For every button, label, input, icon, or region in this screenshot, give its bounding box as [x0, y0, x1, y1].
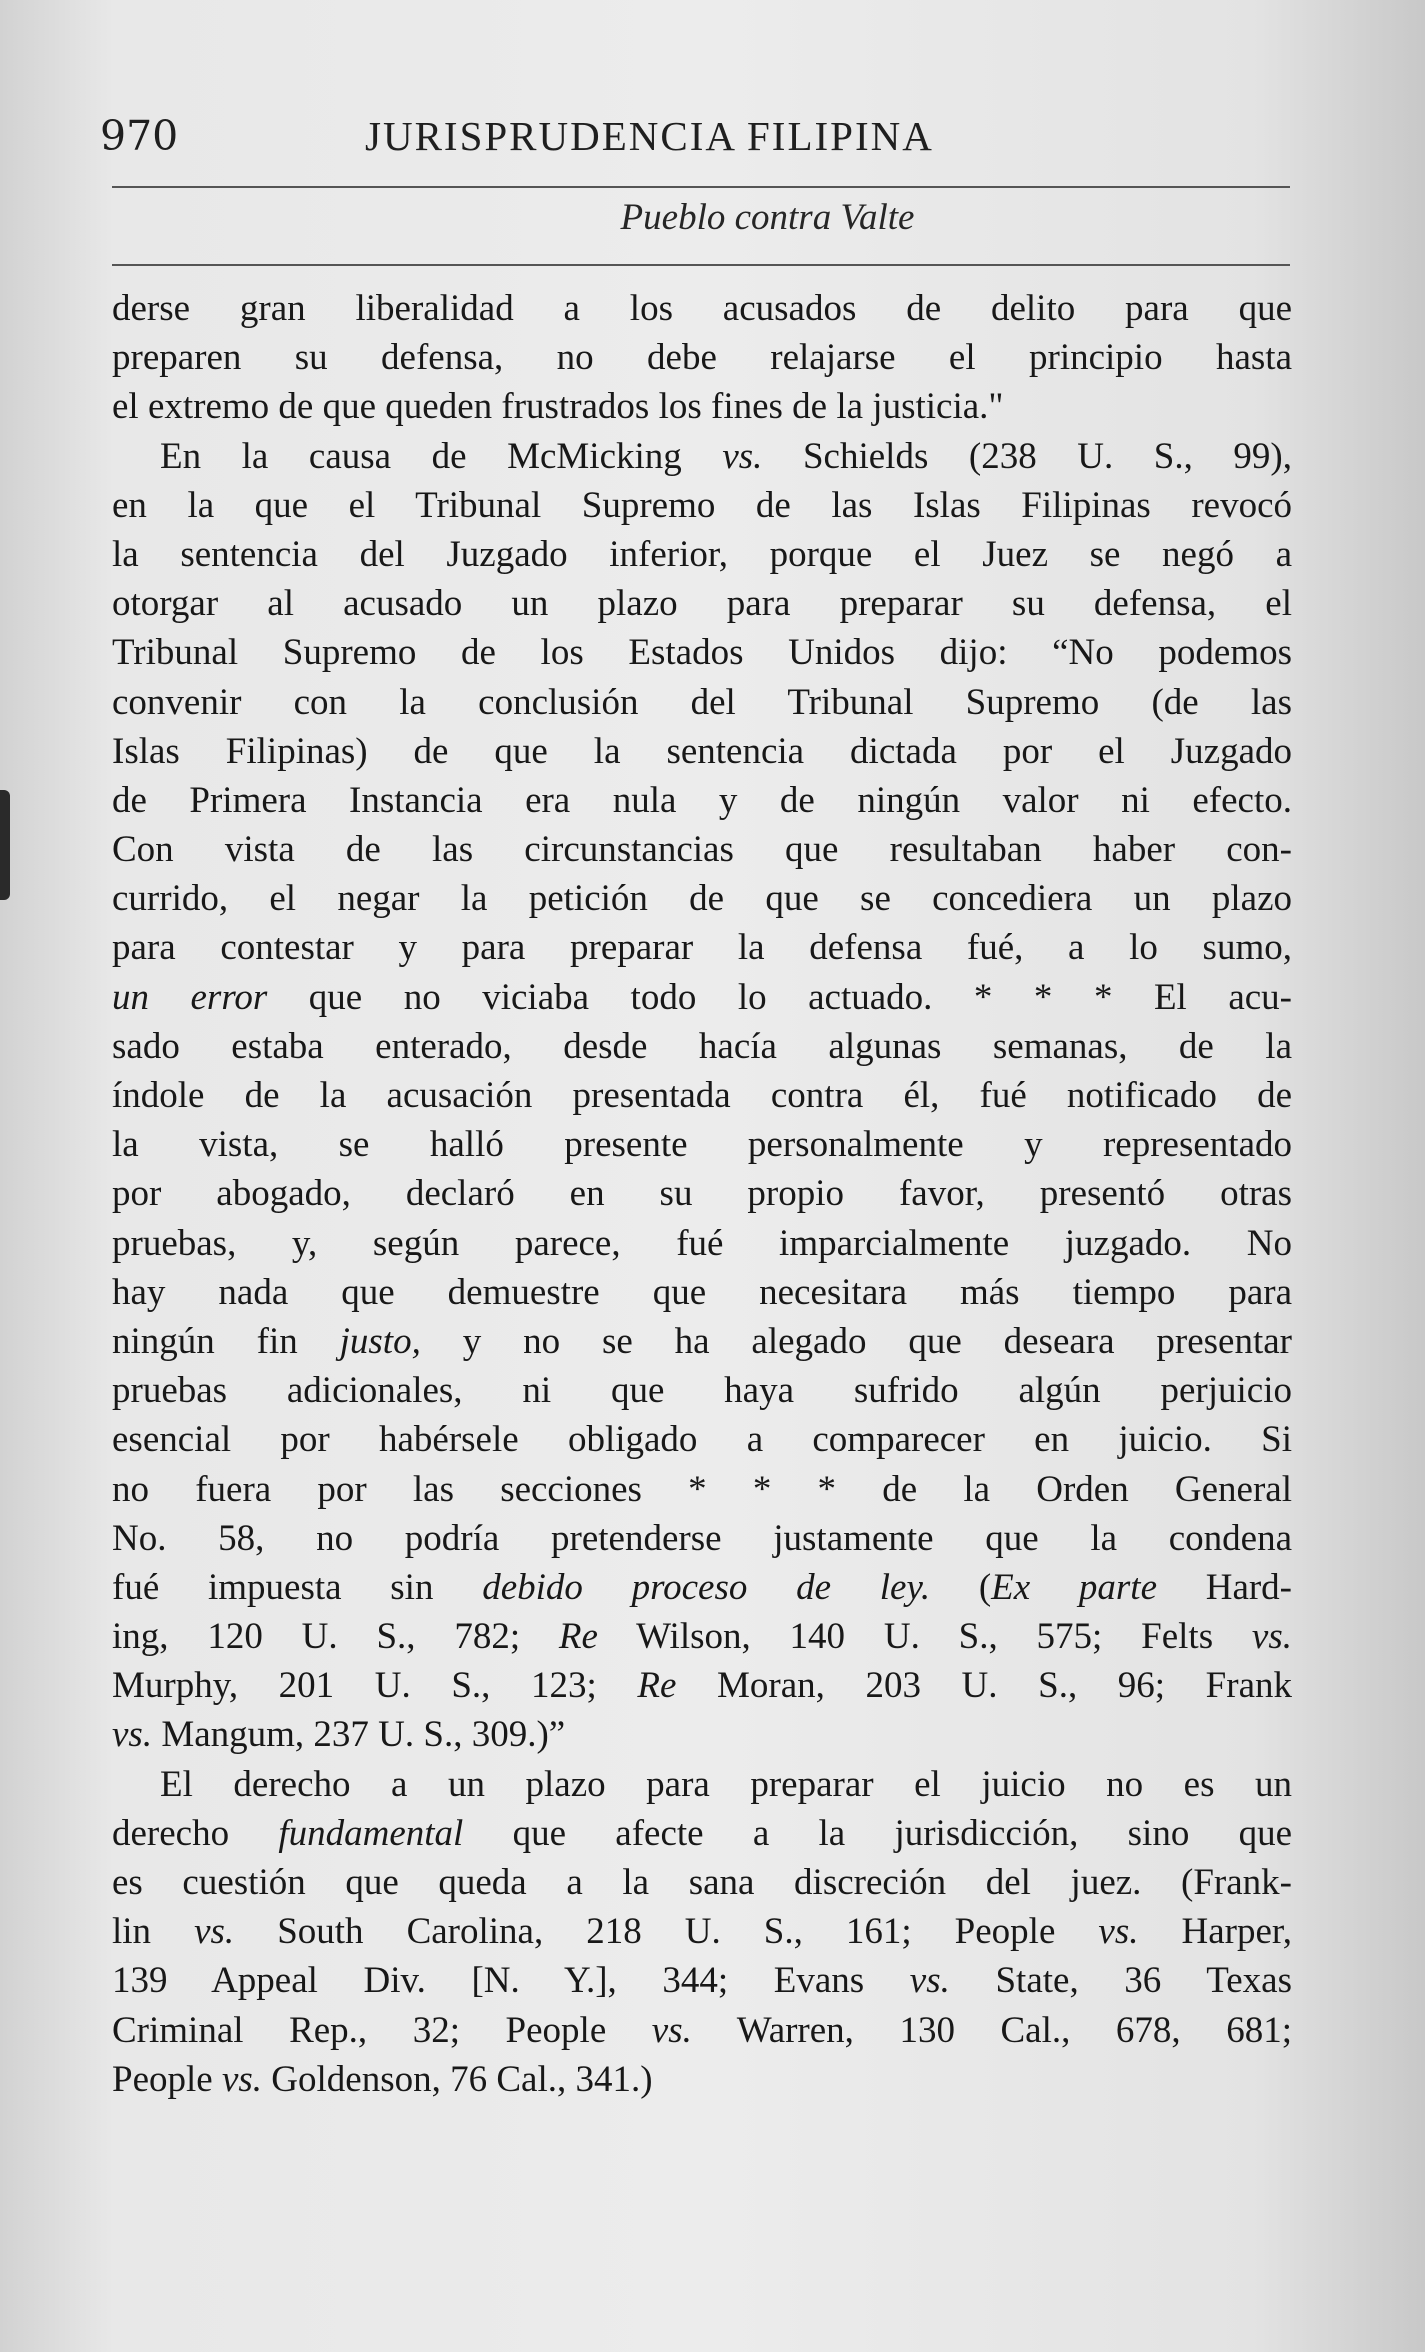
text-line: sado estaba enterado, desde hacía algunas semanas, de la — [112, 1025, 1292, 1067]
text-line: preparen su defensa, no debe relajarse el principio hasta — [112, 337, 1292, 379]
text-line: Murphy, 201 U. S., 123; Re Moran, 203 U. S., 96; Frank — [112, 1665, 1292, 1707]
page-header — [100, 112, 1295, 172]
text-line: de Primera Instancia era nula y de ningún valor ni efecto. — [112, 779, 1292, 821]
text-line: ing, 120 U. S., 782; Re Wilson, 140 U. S., 575; Felts vs. — [112, 1616, 1292, 1658]
header-rule — [112, 186, 1290, 188]
text-line: pruebas adicionales, ni que haya sufrido algún perjuicio — [112, 1370, 1292, 1412]
binding-shadow — [0, 790, 10, 900]
text-line: derecho fundamental que afecte a la jurisdicción, sino que — [112, 1812, 1292, 1854]
text-line: esencial por habérsele obligado a comparecer en juicio. Si — [112, 1419, 1292, 1461]
text-line: 139 Appeal Div. [N. Y.], 344; Evans vs. State, 36 Texas — [112, 1960, 1292, 2002]
text-line: currido, el negar la petición de que se concediera un plazo — [112, 878, 1292, 920]
text-line: es cuestión que queda a la sana discreción del juez. (Frank- — [112, 1862, 1292, 1903]
running-title: JURISPRUDENCIA FILIPINA — [365, 113, 934, 159]
text-line: la sentencia del Juzgado inferior, porque el Juez se negó a — [112, 533, 1292, 575]
text-line: índole de la acusación presentada contra él, fué notificado de — [112, 1075, 1292, 1116]
text-line: no fuera por las secciones * * * de la Orden General — [112, 1468, 1292, 1510]
text-line: un error que no viciaba todo lo actuado. * * * El acu- — [112, 976, 1292, 1018]
text-line: otorgar al acusado un plazo para preparar su defensa, el — [112, 583, 1292, 625]
text-line: pruebas, y, según parece, fué imparcialmente juzgado. No — [112, 1222, 1292, 1264]
text-line: En la causa de McMicking vs. Schields (238 U. S., 99), — [160, 435, 1292, 477]
page-number: 970 — [100, 112, 179, 160]
text-line: People vs. Goldenson, 76 Cal., 341.) — [112, 2058, 653, 2100]
text-line: El derecho a un plazo para preparar el juicio no es un — [160, 1763, 1292, 1805]
text-line: No. 58, no podría pretenderse justamente que la condena — [112, 1517, 1292, 1559]
text-line: hay nada que demuestre que necesitara más tiempo para — [112, 1271, 1292, 1313]
text-line: fué impuesta sin debido proceso de ley. (Ex parte Hard- — [112, 1566, 1292, 1608]
text-line: Islas Filipinas) de que la sentencia dictada por el Juzgado — [112, 730, 1292, 772]
text-line: Con vista de las circunstancias que resultaban haber con- — [112, 829, 1292, 871]
text-line: derse gran liberalidad a los acusados de delito para que — [112, 288, 1292, 329]
text-line: lin vs. South Carolina, 218 U. S., 161; People vs. Harper, — [112, 1911, 1292, 1953]
text-line: en la que el Tribunal Supremo de las Islas Filipinas revocó — [112, 484, 1292, 526]
text-line: la vista, se halló presente personalmente y representado — [112, 1124, 1292, 1166]
text-line: por abogado, declaró en su propio favor, presentó otras — [112, 1173, 1292, 1215]
text-line: Tribunal Supremo de los Estados Unidos dijo: “No podemos — [112, 632, 1292, 674]
text-line: el extremo de que queden frustrados los fines de la justicia." — [112, 386, 1004, 428]
text-line: vs. Mangum, 237 U. S., 309.)” — [112, 1714, 566, 1756]
case-title: Pueblo contra Valte — [620, 197, 915, 238]
body-text — [112, 284, 1292, 2104]
text-line: ningún fin justo, y no se ha alegado que deseara presentar — [112, 1320, 1292, 1362]
text-line: convenir con la conclusión del Tribunal Supremo (de las — [112, 681, 1292, 723]
header-rule-lower — [112, 264, 1290, 266]
text-line: para contestar y para preparar la defensa fué, a lo sumo, — [112, 927, 1292, 969]
text-line: Criminal Rep., 32; People vs. Warren, 130 Cal., 678, 681; — [112, 2009, 1292, 2051]
